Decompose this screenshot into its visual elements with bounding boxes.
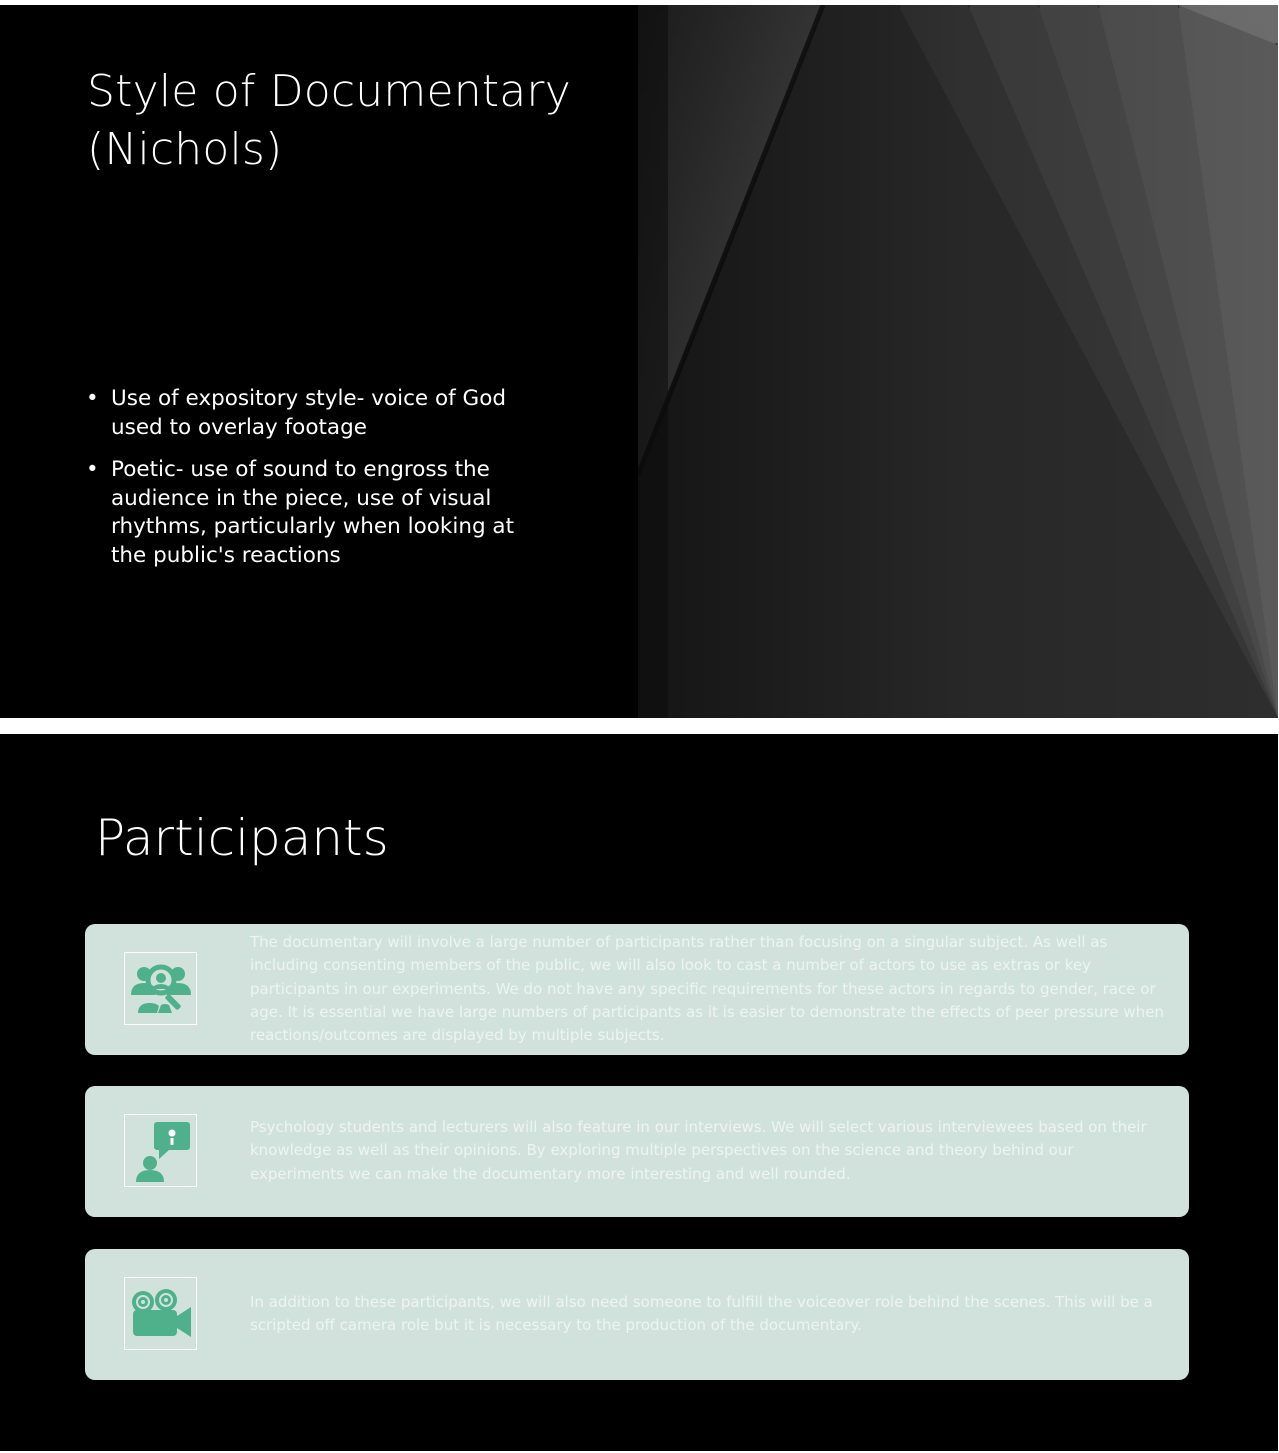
slide-title: Style of Documentary (Nichols) [87,66,571,175]
layered-paper-photo [638,5,1278,718]
slide-title: Participants [95,809,389,867]
card-text: In addition to these participants, we will also need someone to fulfill the voiceover role behind the scenes. This will be a scripted off camera role but it is necessary to the production of the documentary. [250,1293,1153,1335]
bullet-text: Use of expository style- voice of God used to overlay footage [111,386,506,440]
slide-participants [0,734,1278,1451]
participant-card [85,1249,1189,1380]
icon-frame [124,1114,197,1187]
bullet-list [86,385,526,584]
bullet-item [86,385,526,442]
card-text: Psychology students and lecturers will also feature in our interviews. We will select various interviewees based on their knowledge as well as their opinions. By exploring multiple perspectives on the science and theory behind our experiments we can make the documentary more interesting and well rounded. [250,1118,1147,1183]
person-speech-icon [131,1118,191,1184]
participant-card [85,924,1189,1055]
participant-card [85,1086,1189,1217]
bullet-icon: • [86,457,99,482]
bullet-text: Poetic- use of sound to engross the audience in the piece, use of visual rhythms, particularly when looking at the public's reactions [111,457,515,568]
icon-frame [124,952,197,1025]
video-camera-icon [128,1286,194,1342]
group-search-icon [128,958,194,1020]
icon-frame [124,1277,197,1350]
card-text: The documentary will involve a large number of participants rather than focusing on a singular subject. As well as including consenting members of the public, we will also look to cast a number of actors to use as extras or key participants in our experiments. We do not have any specific requirements for these actors in regards to gender, race or age. It is essential we have large numbers of participants as it is easier to demonstrate the effects of peer pressure when reactions/outcomes are displayed by multiple subjects. [250,933,1164,1045]
slide-style-of-documentary [0,5,1278,718]
bullet-item [86,456,526,570]
bullet-icon: • [86,386,99,411]
